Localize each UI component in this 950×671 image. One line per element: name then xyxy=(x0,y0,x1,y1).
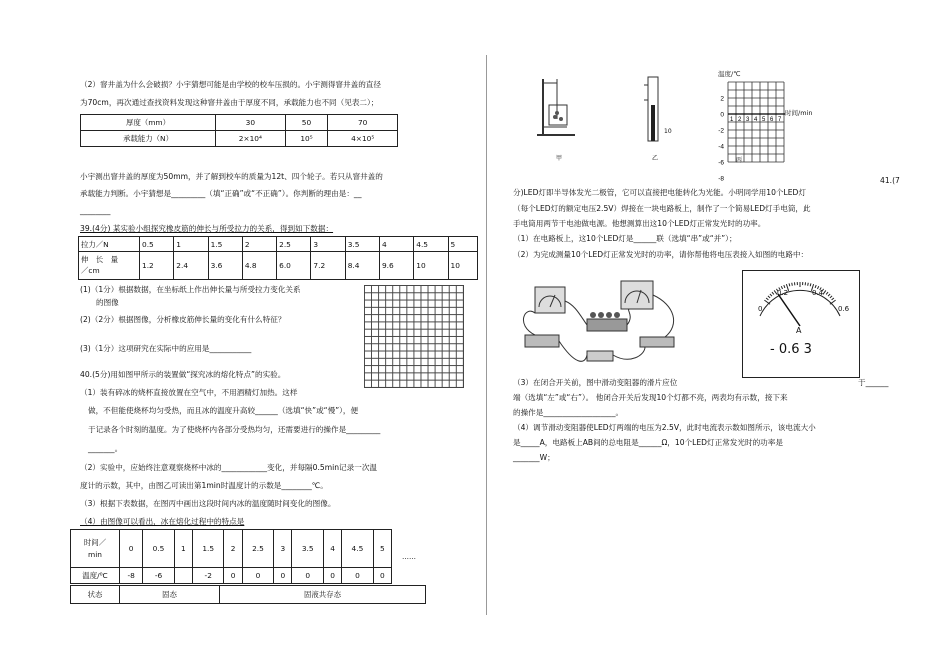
table-cell: 8.4 xyxy=(345,252,379,280)
table-cell: 1.5 xyxy=(208,237,242,252)
fig-label-yi: 乙 xyxy=(652,155,659,162)
q2-line5: ________ xyxy=(80,206,111,215)
table-cell: -2 xyxy=(192,568,224,584)
q39-part3: (3)（1分）这项研究在实际中的应用是___________ xyxy=(80,344,252,353)
q41-number: 41.(7 xyxy=(880,176,900,185)
temperature-time-chart xyxy=(700,70,840,183)
ammeter-tick xyxy=(830,296,832,298)
table-cell: 4.8 xyxy=(242,252,276,280)
q41-part4a: （4）调节滑动变阻器使LED灯两端的电压为2.5V，此时电流表示数如图所示，该电流大小 xyxy=(513,423,816,432)
thickness-capacity-table xyxy=(80,114,398,147)
table-cell: 3.5 xyxy=(292,530,324,568)
y-tick-label: -2 xyxy=(718,127,724,135)
state-table xyxy=(70,585,426,604)
table-cell: 0.5 xyxy=(143,530,175,568)
table-cell: 状态 xyxy=(71,586,120,604)
table-cell: 拉力／N xyxy=(79,237,140,252)
q41-part2: （2）为完成测量10个LED灯正常发光时的功率，请你帮他将电压表接入如图的电路中： xyxy=(513,250,809,259)
table-cell: 5 xyxy=(373,530,391,568)
ammeter-terminals: - 0.6 3 xyxy=(770,342,812,357)
graph-paper-grid xyxy=(364,285,464,388)
q41-part3a: （3）在闭合开关前，图中滑动变阻器的滑片应位 xyxy=(513,378,678,387)
table-cell: 1.5 xyxy=(192,530,224,568)
ammeter-tick xyxy=(808,283,809,286)
table-cell: 0 xyxy=(242,568,274,584)
y-tick-label: -6 xyxy=(718,159,724,167)
table-cell: 0 xyxy=(323,568,341,584)
table-cell: 0 xyxy=(224,568,242,584)
q2-line4: 承载能力判断。小宇猜想是_________（填“正确”或“不正确”）。你判断的理由是：__ xyxy=(80,189,362,198)
q41-part4c: _______W； xyxy=(513,453,555,462)
ammeter-tick xyxy=(770,294,772,296)
q2-line3: 小宇测出窨井盖的厚度为50mm，并了解到校车的质量为12t、四个轮子。若只从窨井盖的 xyxy=(80,172,383,181)
ext-label-b: ／cm xyxy=(81,265,100,275)
table-cell: 50 xyxy=(285,115,328,131)
table-cell: 0 xyxy=(292,568,324,584)
table-cell: 2×10⁴ xyxy=(216,131,286,147)
table-cell: -8 xyxy=(120,568,143,584)
ammeter-tick xyxy=(768,296,770,298)
table-cell: 7.2 xyxy=(311,252,345,280)
ammeter-label-0-4: 0.4 xyxy=(812,289,824,297)
q2-line2: 为70cm，再次通过查找资料发现这种窨井盖由于厚度不同，承载能力也不同（见表二）； xyxy=(80,98,379,107)
q39-part2: (2)（2分）根据图像，分析橡皮筋伸长量的变化有什么特征？ xyxy=(80,315,286,324)
ammeter-label-0-6: 0.6 xyxy=(838,305,850,313)
ammeter-tick xyxy=(826,292,828,294)
table-cell: 2 xyxy=(242,237,276,252)
q41-line2: （每个LED灯的额定电压2.5V）焊接在一块电路板上，制作了一个简易LED灯手电筒，此 xyxy=(513,204,811,213)
x-tick-label: 1 xyxy=(730,117,734,123)
q41-part3b: 端（选填“左”或“右”）。 他闭合开关后发现10个灯都不亮，两表均有示数，接下来 xyxy=(513,393,788,402)
table-cell: 3 xyxy=(311,237,345,252)
table-cell: 9.6 xyxy=(379,252,413,280)
x-tick-label: 2 xyxy=(738,117,742,123)
thermometer-tick-10: 10 xyxy=(664,128,672,135)
ammeter-tick xyxy=(792,283,793,286)
table-cell xyxy=(79,252,140,280)
table-cell xyxy=(71,530,120,568)
y-tick-label: -8 xyxy=(718,175,724,183)
y-tick-label: -4 xyxy=(718,143,724,151)
table-cell: 4.5 xyxy=(414,237,448,252)
table-cell: 固态 xyxy=(120,586,220,604)
table-cell: 10 xyxy=(414,252,448,280)
table-cell: 5 xyxy=(448,237,477,252)
column-divider xyxy=(486,55,487,615)
y-tick-label: 2 xyxy=(720,95,724,103)
ammeter-label-0: 0 xyxy=(758,305,763,313)
table-cell: 4.5 xyxy=(342,530,374,568)
table-cell: -6 xyxy=(143,568,175,584)
table-cell: 固液共存态 xyxy=(220,586,426,604)
ammeter-tick xyxy=(784,285,785,288)
q40-part4: （4）由图像可以看出，冰在熔化过程中的特点是 xyxy=(80,517,245,526)
table-cell: 0 xyxy=(274,568,292,584)
table-cell: 70 xyxy=(328,115,398,131)
circuit-figure xyxy=(515,275,690,375)
q40-part3: （3）根据下表数据，在图丙中画出这段时间内冰的温度随时间变化的图像。 xyxy=(80,499,336,508)
q41-part1: （1）在电路板上，这10个LED灯是______联（选填“串”或“并”）； xyxy=(513,234,737,243)
table-cell: 30 xyxy=(216,115,286,131)
ammeter-tick xyxy=(832,298,834,300)
table-cell: 4 xyxy=(323,530,341,568)
q40-part2b: 度计的示数，其中，由图乙可读出第1min时温度计的示数是________℃。 xyxy=(80,481,328,490)
table-cell: 2.4 xyxy=(174,252,208,280)
x-tick-label: 7 xyxy=(778,117,782,123)
chart-ylabel: 温度/℃ xyxy=(718,70,741,78)
ice-melting-table xyxy=(70,529,426,584)
q41-line1: 分)LED灯即半导体发光二极管，它可以直接把电能转化为光能。小明同学用10个LED灯 xyxy=(513,188,806,197)
time-label-a: 时间／ xyxy=(83,537,107,547)
table-cell: 6.0 xyxy=(277,252,311,280)
ammeter-tick xyxy=(810,283,811,286)
ellipsis-cell: ...... xyxy=(401,552,417,561)
q40-title: 40.(5分)用如图甲所示的装置做“探究冰的熔化特点”的实验。 xyxy=(80,370,286,379)
table-cell: 2.5 xyxy=(277,237,311,252)
table-cell: 2 xyxy=(224,530,242,568)
ammeter-tick xyxy=(823,290,826,294)
time-label-b: min xyxy=(88,549,102,559)
ammeter-label-0-2: 0.2 xyxy=(777,289,789,297)
table-cell: 4×10⁵ xyxy=(328,131,398,147)
table-cell: 1 xyxy=(174,530,192,568)
q40-part1b: 做，不但能使烧杯均匀受热，而且冰的温度升高较______（选填“快”或“慢”），便 xyxy=(88,406,359,415)
ext-label-a: 伸 长 量 xyxy=(81,255,118,265)
ammeter-tick xyxy=(766,298,768,300)
table-cell: 2.5 xyxy=(242,530,274,568)
q39-title: 39.(4分) 某实验小组探究橡皮筋的伸长与所受拉力的关系，得到如下数据： xyxy=(80,224,334,233)
ammeter-unit: A xyxy=(796,326,802,335)
q40-part1d: _______。 xyxy=(88,444,123,453)
table-cell: 3.6 xyxy=(208,252,242,280)
q40-part2a: （2）实验中，应始终注意观察烧杯中冰的____________变化，并每隔0.5min记录一次温 xyxy=(80,463,378,472)
table-cell: 0 xyxy=(373,568,391,584)
q39-part1a: (1)（1分）根据数据，在坐标纸上作出伸长量与所受拉力变化关系 xyxy=(80,285,301,294)
ammeter-tick xyxy=(828,294,830,296)
table-cell: 3 xyxy=(274,530,292,568)
table-cell: 0.5 xyxy=(140,237,174,252)
table-cell: 厚度（mm） xyxy=(81,115,216,131)
table-cell: 1 xyxy=(174,237,208,252)
fig-label-jia: 甲 xyxy=(556,155,563,162)
table-cell: 0 xyxy=(120,530,143,568)
x-tick-label: 3 xyxy=(746,117,750,123)
table-cell: 0 xyxy=(342,568,374,584)
x-tick-label: 5 xyxy=(762,117,766,123)
table-cell: 10⁵ xyxy=(285,131,328,147)
q41-part3a-tail: 于______ xyxy=(858,378,889,387)
x-tick-label: 6 xyxy=(770,117,774,123)
ammeter-tick xyxy=(815,285,816,288)
q41-part4b: 是_____A，电路板上AB间的总电阻是______Ω，10个LED灯正常发光时的功率是 xyxy=(513,438,783,447)
table-cell: 3.5 xyxy=(345,237,379,252)
q2-line1: （2）窨井盖为什么会破损？小宇猜想可能是由学校的校车压损的。小宇测得窨井盖的直径 xyxy=(80,80,381,89)
table-cell: 4 xyxy=(379,237,413,252)
fig-label-bing: 丙 xyxy=(736,157,743,164)
q39-part1b: 的图像 xyxy=(96,298,119,307)
ammeter-tick xyxy=(789,283,790,286)
chart-xlabel: 时间/min xyxy=(785,109,813,117)
table-cell: 10 xyxy=(448,252,477,280)
q40-part1a: （1）装有碎冰的烧杯直接放置在空气中，不用酒精灯加热。这样 xyxy=(80,388,298,397)
q40-part1c: 于记录各个时刻的温度。为了使烧杯内各部分受热均匀，还需要进行的操作是_________ xyxy=(88,425,381,434)
q41-part3c: 的操作是___________________。 xyxy=(513,408,624,417)
table-cell xyxy=(174,568,192,584)
x-tick-label: 4 xyxy=(754,117,758,123)
force-extension-table xyxy=(78,236,478,280)
y-tick-label: 0 xyxy=(720,111,724,119)
table-cell: 1.2 xyxy=(140,252,174,280)
table-cell: 温度/⁰C xyxy=(71,568,120,584)
ammeter-tick xyxy=(772,292,774,294)
table-cell: 承载能力（N） xyxy=(81,131,216,147)
ammeter-scale xyxy=(744,272,856,332)
beaker-apparatus-figure xyxy=(535,75,585,155)
q41-line3: 手电筒用两节干电池做电源。他想测算出这10个LED灯正常发光时的功率。 xyxy=(513,219,766,228)
